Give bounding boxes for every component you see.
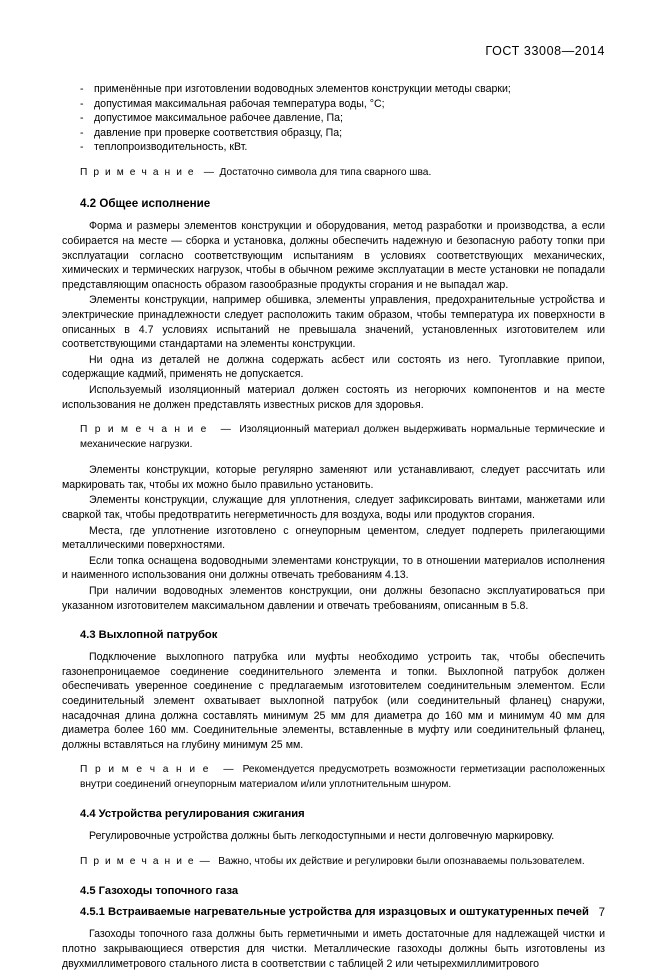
- paragraph: При наличии водоводных элементов конструкции, они должны безопасно эксплуатироваться при указанном изготовителем максимальном давлении и отвечать требованиям, описанным в 5.8.: [62, 584, 605, 612]
- note-dash: —: [214, 764, 243, 776]
- section-heading-4-3: 4.3 Выхлопной патрубок: [80, 629, 218, 642]
- list-item: - применённые при изготовлении водоводных элементов конструкции методы сварки;: [80, 82, 605, 97]
- section-heading-4-5: 4.5 Газоходы топочного газа: [80, 885, 239, 898]
- note-text: Достаточно символа для типа сварного шва.: [219, 166, 432, 178]
- page-number: 7: [598, 907, 605, 919]
- paragraph: Места, где уплотнение изготовлено с огнеупорным цементом, следует подпереть прилегающими металлическими поверхностями.: [62, 524, 605, 552]
- note-block: [80, 855, 605, 870]
- note-label: П р и м е ч а н и е: [80, 764, 210, 776]
- paragraph: Газоходы топочного газа должны быть герметичными и иметь достаточные для надлежащей чистки и плотно закрывающиеся отверстия для чистки. Металлические газоходы должны быть изготовлены из двухмиллиметрового стального листа в соответствии с таблицей 2 или четырехмиллимитрового: [62, 928, 605, 970]
- paragraph: Используемый изоляционный материал должен состоять из негорючих компонентов и на месте использования не должен представлять известных рисков для здоровья.: [62, 384, 605, 411]
- note-text: Важно, чтобы их действие и регулировки были опознаваемы пользователем.: [218, 855, 585, 867]
- paragraph: Ни одна из деталей не должна содержать асбест или состоять из него. Тугоплавкие припои, содержащие кадмий, применять не допускается.: [62, 353, 605, 381]
- page-header: ГОСТ 33008—2014: [485, 44, 605, 58]
- note-label: П р и м е ч а н и е —: [80, 855, 212, 867]
- note-block: [80, 166, 605, 181]
- paragraph: Элементы конструкции, например обшивка, элементы управления, предохранительные устройства и электрические принадлежности следует расположить таким образом, чтобы температура их поверхности в описанных в 4.7 условиях испытаний не превышала значений, установленных изготовителем или соответствующими стандартами на элементы конструкции.: [62, 294, 605, 351]
- section-heading-4-4: 4.4 Устройства регулирования сжигания: [80, 808, 305, 821]
- list-item: - допустимая максимальная рабочая температура воды, °С;: [80, 97, 605, 112]
- paragraph: Элементы конструкции, служащие для уплотнения, следует зафиксировать винтами, манжетами или сваркой так, чтобы предотвратить негерметичность для воздуха, воды или продуктов сгорания.: [62, 494, 605, 521]
- list-item: - допустимое максимальное рабочее давление, Па;: [80, 111, 605, 126]
- note-label: П р и м е ч а н и е: [80, 166, 196, 178]
- paragraph: Если топка оснащена водоводными элементами конструкции, то в отношении материалов исполнения и наименного использования они должны отвечать требованиям 4.13.: [62, 554, 605, 582]
- list-item: - давление при проверке соответствия образцу, Па;: [80, 126, 605, 141]
- note-block: [80, 423, 605, 452]
- paragraph: Регулировочные устройства должны быть легкодоступными и нести долговечную маркировку.: [89, 830, 555, 843]
- note-dash: —: [198, 166, 220, 178]
- note-text: Изоляционный материал должен выдерживать нормальные термические и механические нагрузки.: [80, 424, 605, 450]
- note-text: Рекомендуется предусмотреть возможности герметизации расположенных внутри соединений огнеупорным материалом и/или уплотнительным шнуром.: [80, 764, 605, 790]
- requirements-list: [80, 82, 605, 155]
- paragraph: Элементы конструкции, которые регулярно заменяют или устанавливают, следует рассчитать или маркировать так, чтобы их можно было правильно установить.: [62, 464, 605, 491]
- section-heading-4-2: 4.2 Общее исполнение: [80, 197, 211, 211]
- note-dash: —: [212, 424, 240, 436]
- paragraph: Форма и размеры элементов конструкции и оборудования, метод разработки и производства, а если собирается на месте — сборка и установка, должны обеспечить надежную и безопасную работу топки при эксплуатации согласно соответствующим испытаниям в условиях соответствующих механических, химических и термических нагрузок, чтобы в обычном режиме эксплуатации в месте установки не попадали представляющим опасность образом газообразные продукты сгорания и не выпадал жар.: [62, 220, 605, 291]
- section-heading-4-5-1: 4.5.1 Встраиваемые нагревательные устройства для изразцовых и оштукатуренных печей: [80, 906, 589, 919]
- paragraph: Подключение выхлопного патрубка или муфты необходимо устроить так, чтобы обеспечить газонепроницаемое соединение соединительного элемента и топки. Выхлопной патрубок должен обеспечивать уверенное соединение с предлагаемым изготовителем соединительным элементом. Если соединительный элемент охватывает выхлопной патрубок (или соединительный фланец) снаружи, насадочная длина должна составлять минимум 25 мм для диаметра до 160 мм и минимум 40 мм для диаметра более 160 мм. Соединительные элементы, вставленные в муфту или соединительный фланец, должны вставляться на глубину минимум 25 мм.: [62, 651, 605, 751]
- note-block: [80, 763, 605, 792]
- note-label: П р и м е ч а н и е: [80, 424, 208, 436]
- list-item: - теплопроизводительность, кВт.: [80, 140, 605, 155]
